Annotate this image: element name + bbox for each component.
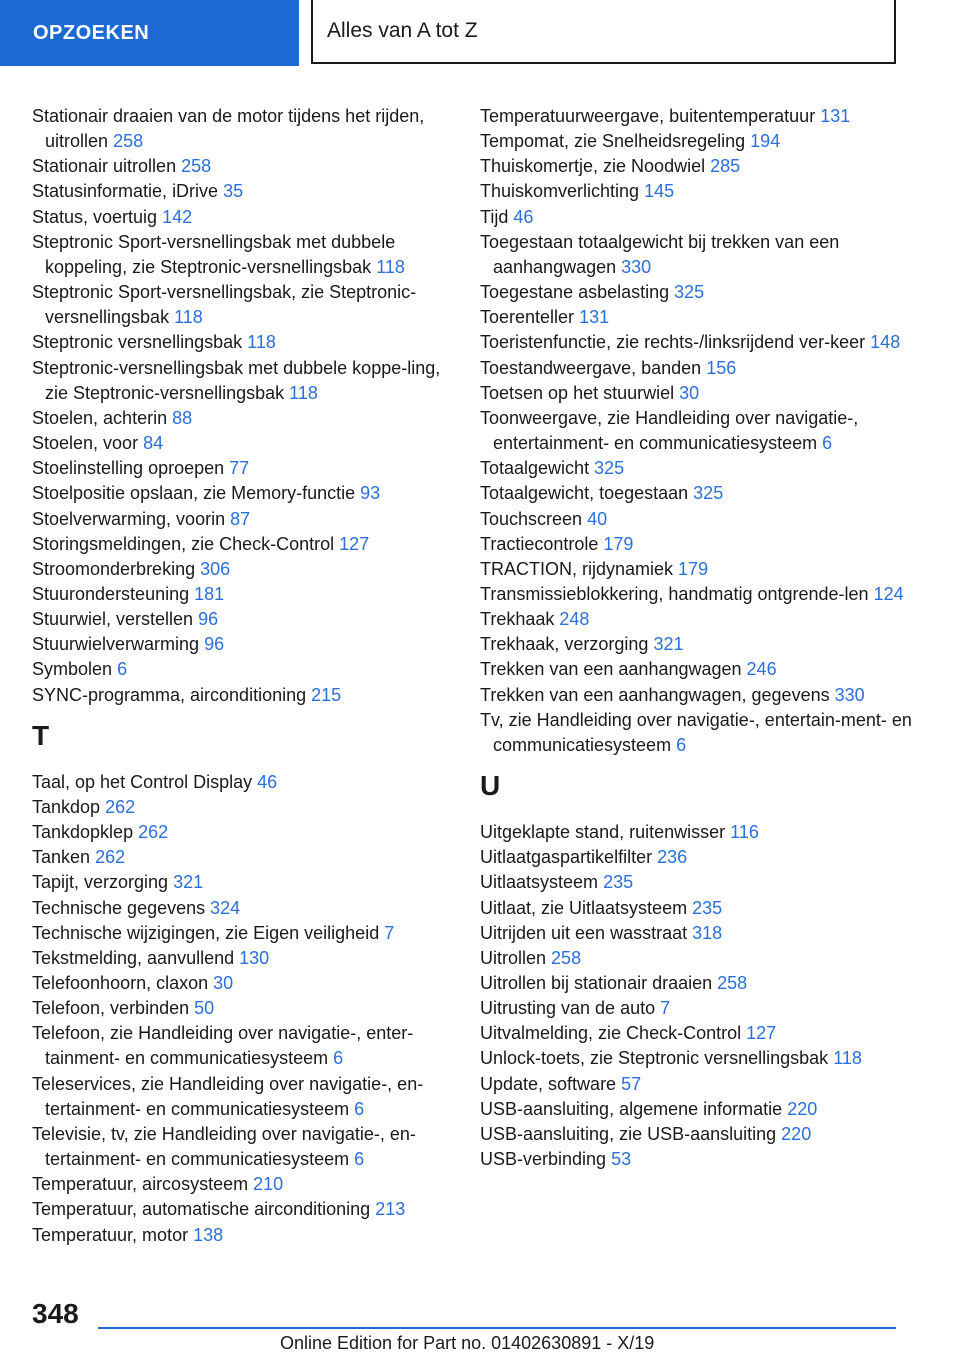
index-entry xyxy=(32,280,452,330)
index-entry-text: TRACTION, rijdynamiek xyxy=(480,558,674,579)
index-entry xyxy=(480,280,920,305)
index-entry-text: Tanken xyxy=(32,847,91,868)
index-entry xyxy=(480,205,920,230)
index-entry xyxy=(32,557,452,582)
index-entry-text: Totaalgewicht xyxy=(480,458,590,479)
index-entry-text: Storingsmeldingen, zie Check-Control xyxy=(32,533,335,554)
index-entry-text: Temperatuur, aircosysteem xyxy=(32,1174,249,1195)
page-link[interactable]: 93 xyxy=(360,483,381,504)
index-entry-text: Thuiskomertje, zie Noodwiel xyxy=(480,156,706,177)
index-entry xyxy=(32,896,452,921)
page-link[interactable]: 321 xyxy=(173,872,204,893)
index-entry-text: Steptronic Sport-versnellingsbak, zie Steptronic-versnellingsbak xyxy=(32,282,417,328)
page-link[interactable]: 131 xyxy=(820,106,851,126)
page-number: 348 xyxy=(32,1298,79,1329)
index-entry xyxy=(480,896,920,921)
page-link[interactable]: 30 xyxy=(679,382,700,403)
index-entry-text: Tapijt, verzorging xyxy=(32,872,169,893)
index-entry-text: Toonweergave, zie Handleiding over navigatie-, entertainment- en communicatiesysteem xyxy=(480,407,859,454)
page-link[interactable]: 213 xyxy=(375,1199,406,1220)
page-link[interactable]: 7 xyxy=(660,998,671,1019)
index-entry-text: Technische wijzigingen, zie Eigen veiligheid xyxy=(32,922,380,943)
index-entry xyxy=(32,946,452,971)
page-link[interactable]: 118 xyxy=(833,1048,862,1069)
index-entry xyxy=(32,154,452,179)
index-entry xyxy=(480,330,920,355)
index-entry xyxy=(480,1046,920,1071)
index-entry-text: Stoelverwarming, voorin xyxy=(32,508,226,529)
page-link[interactable]: 118 xyxy=(174,307,203,328)
index-entry xyxy=(480,657,920,682)
index-entry xyxy=(32,205,452,230)
index-entry xyxy=(32,230,452,280)
index-entry xyxy=(480,820,920,845)
index-entry-text: Uitrollen xyxy=(480,947,547,968)
index-entry xyxy=(32,532,452,557)
page-link[interactable]: 246 xyxy=(746,659,777,680)
index-entry-text: Uitrollen bij stationair draaien xyxy=(480,973,713,993)
index-entry-text: Symbolen xyxy=(32,659,113,680)
page-link[interactable]: 194 xyxy=(750,131,781,152)
index-entry xyxy=(480,1147,920,1172)
page-link[interactable]: 248 xyxy=(559,609,590,630)
footer-edition: Online Edition for Part no. 01402630891 - X/19 xyxy=(280,1333,655,1353)
index-entry-text: Tractiecontrole xyxy=(480,533,599,554)
page-link[interactable]: 130 xyxy=(239,947,270,968)
page-link[interactable]: 235 xyxy=(603,872,634,893)
page-link[interactable]: 118 xyxy=(376,256,405,277)
page-link[interactable]: 324 xyxy=(210,897,241,918)
index-entry-text: Stationair uitrollen xyxy=(32,156,177,177)
index-entry xyxy=(32,820,452,845)
index-entry-text: Technische gegevens xyxy=(32,897,206,918)
index-entry xyxy=(32,406,452,431)
index-entry xyxy=(480,507,920,532)
index-entry xyxy=(32,795,452,820)
index-entry xyxy=(32,104,452,154)
page-link[interactable]: 330 xyxy=(621,256,652,277)
index-entry xyxy=(480,996,920,1021)
index-entry xyxy=(480,632,920,657)
index-entry-text: Tempomat, zie Snelheidsregeling xyxy=(480,131,746,152)
index-entry-text: Steptronic versnellingsbak xyxy=(32,332,243,353)
index-entry xyxy=(480,921,920,946)
index-entry-text: Stoelpositie opslaan, zie Memory-functie xyxy=(32,483,356,504)
page-link[interactable]: 156 xyxy=(706,357,737,378)
page-link[interactable]: 7 xyxy=(384,922,395,943)
page-link[interactable]: 87 xyxy=(230,508,251,529)
page-link[interactable]: 258 xyxy=(551,947,582,968)
index-entry-text: Telefoon, verbinden xyxy=(32,998,190,1019)
page-link[interactable]: 215 xyxy=(311,684,342,705)
page-link[interactable]: 325 xyxy=(594,458,625,479)
index-entry-text: Tankdop xyxy=(32,796,101,817)
index-entry-text: Statusinformatie, iDrive xyxy=(32,181,219,202)
page-link[interactable]: 306 xyxy=(200,558,231,579)
index-entry xyxy=(32,1122,452,1172)
page-link[interactable]: 318 xyxy=(692,922,723,943)
section-tab[interactable]: OPZOEKEN xyxy=(0,0,299,66)
index-entry xyxy=(480,971,920,996)
index-entry xyxy=(32,921,452,946)
index-entry-text: Stroomonderbreking xyxy=(32,558,196,579)
index-entry-text: Stoelinstelling oproepen xyxy=(32,458,225,479)
index-entry xyxy=(32,431,452,456)
page-link[interactable]: 127 xyxy=(339,533,370,554)
index-entry xyxy=(32,481,452,506)
page-header xyxy=(0,0,960,66)
index-entry xyxy=(32,1223,452,1248)
index-entry xyxy=(480,532,920,557)
index-entry-text: Tankdopklep xyxy=(32,822,134,843)
page-link[interactable]: 96 xyxy=(204,634,225,655)
index-entry-text: Uitrijden uit een wasstraat xyxy=(480,922,688,943)
index-entry-text: Stationair draaien van de motor tijdens het rijden, uitrollen xyxy=(32,106,425,152)
page-link[interactable]: 210 xyxy=(253,1174,284,1195)
index-entry xyxy=(480,305,920,330)
page-link[interactable]: 258 xyxy=(181,156,212,177)
index-entry xyxy=(480,708,920,758)
index-entry-text: Trekken van een aanhangwagen xyxy=(480,659,742,680)
index-entry-text: Taal, op het Control Display xyxy=(32,771,253,792)
index-entry xyxy=(480,1097,920,1122)
chapter-title: Alles van A tot Z xyxy=(311,0,896,64)
index-entry xyxy=(32,1021,452,1071)
index-entry-text: Toegestaan totaalgewicht bij trekken van een aanhangwagen xyxy=(480,231,840,277)
page-link[interactable]: 131 xyxy=(579,307,610,328)
index-entry-text: Teleservices, zie Handleiding over navigatie-, en-tertainment- en communicatiesysteem xyxy=(32,1073,424,1119)
index-entry-text: Unlock-toets, zie Steptronic versnellingsbak xyxy=(480,1048,829,1069)
index-entry xyxy=(480,104,920,129)
index-entry-text: Toestandweergave, banden xyxy=(480,357,702,378)
page-link[interactable]: 258 xyxy=(717,973,748,993)
page-link[interactable]: 179 xyxy=(678,558,709,579)
page-link[interactable]: 138 xyxy=(193,1224,224,1245)
index-entry xyxy=(480,456,920,481)
index-entry-text: USB-aansluiting, algemene informatie xyxy=(480,1098,783,1119)
index-entry-text: Toerenteller xyxy=(480,307,575,328)
index-entry xyxy=(32,456,452,481)
index-entry-text: Uitlaatsysteem xyxy=(480,872,599,893)
page-link[interactable]: 179 xyxy=(603,533,634,554)
page-link[interactable]: 325 xyxy=(674,282,705,303)
index-entry-text: Temperatuurweergave, buitentemperatuur xyxy=(480,106,816,126)
index-entry-text: SYNC-programma, airconditioning xyxy=(32,684,307,705)
page-link[interactable]: 124 xyxy=(873,583,904,604)
index-entry xyxy=(480,129,920,154)
page-link[interactable]: 30 xyxy=(213,973,234,993)
page-link[interactable]: 53 xyxy=(611,1149,632,1170)
page-link[interactable]: 236 xyxy=(657,847,688,868)
index-entry xyxy=(480,946,920,971)
page-link[interactable]: 6 xyxy=(676,734,687,755)
page-link[interactable]: 46 xyxy=(513,206,534,227)
index-entry xyxy=(480,230,920,280)
page-link[interactable]: 57 xyxy=(621,1073,642,1094)
page-link[interactable]: 6 xyxy=(822,433,833,454)
index-column-right xyxy=(480,104,920,1172)
index-entry xyxy=(480,356,920,381)
index-entry-text: Uitlaatgaspartikelfilter xyxy=(480,847,653,868)
index-entry xyxy=(480,154,920,179)
index-entry-text: Televisie, tv, zie Handleiding over navigatie-, en-tertainment- en communicatiesysteem xyxy=(32,1123,416,1170)
index-entry-text: Stuurondersteuning xyxy=(32,583,190,604)
index-entry-text: Update, software xyxy=(480,1073,617,1094)
index-entry xyxy=(32,330,452,355)
page-link[interactable]: 84 xyxy=(143,433,164,454)
index-entry-text: Status, voertuig xyxy=(32,206,158,227)
page-link[interactable]: 258 xyxy=(113,131,144,152)
index-entry-text: Temperatuur, automatische airconditioning xyxy=(32,1199,371,1220)
index-entry-text: Toetsen op het stuurwiel xyxy=(480,382,675,403)
index-entry xyxy=(32,507,452,532)
page-link[interactable]: 6 xyxy=(117,659,128,680)
page-link[interactable]: 118 xyxy=(289,382,318,403)
page-link[interactable]: 88 xyxy=(172,407,193,428)
page-link[interactable]: 330 xyxy=(834,684,865,705)
index-entry-text: Temperatuur, motor xyxy=(32,1224,189,1245)
index-entry xyxy=(480,1021,920,1046)
page-link[interactable]: 46 xyxy=(257,771,278,792)
index-entry-text: Uitlaat, zie Uitlaatsysteem xyxy=(480,897,688,918)
index-entry-text: Touchscreen xyxy=(480,508,583,529)
index-entry-text: Steptronic Sport-versnellingsbak met dubbele koppeling, zie Steptronic-versnellingsbak xyxy=(32,231,396,277)
index-entry-text: Tijd xyxy=(480,206,509,227)
index-entry-text: USB-aansluiting, zie USB-aansluiting xyxy=(480,1123,777,1144)
index-entry xyxy=(32,845,452,870)
index-entry-text: Stoelen, voor xyxy=(32,433,139,454)
index-entry xyxy=(32,683,452,708)
index-entry-text: Steptronic-versnellingsbak met dubbele koppe-ling, zie Steptronic-versnellingsbak xyxy=(32,357,441,403)
index-entry xyxy=(480,870,920,895)
index-letter-heading: T xyxy=(32,719,50,751)
index-entry xyxy=(480,179,920,204)
index-column-left xyxy=(32,104,452,1248)
index-entry-text: Stuurwielverwarming xyxy=(32,634,200,655)
page-link[interactable]: 35 xyxy=(223,181,244,202)
page-link[interactable]: 77 xyxy=(229,458,250,479)
index-entry-text: Uitrusting van de auto xyxy=(480,998,656,1019)
page-link[interactable]: 6 xyxy=(333,1048,344,1069)
page-link[interactable]: 220 xyxy=(787,1098,818,1119)
index-entry-text: Uitgeklapte stand, ruitenwisser xyxy=(480,822,726,843)
page-link[interactable]: 325 xyxy=(693,483,724,504)
footer-divider xyxy=(98,1327,896,1329)
page-link[interactable]: 321 xyxy=(653,634,684,655)
page-link[interactable]: 127 xyxy=(746,1023,777,1044)
index-entry xyxy=(480,607,920,632)
index-entry-text: Trekken van een aanhangwagen, gegevens xyxy=(480,684,830,705)
page-link[interactable]: 6 xyxy=(354,1098,365,1119)
index-entry-text: Telefoon, zie Handleiding over navigatie-, enter-tainment- en communicatiesysteem xyxy=(32,1023,414,1069)
page-link[interactable]: 118 xyxy=(247,332,276,353)
index-letter-heading: U xyxy=(480,770,501,802)
index-entry-text: Trekhaak, verzorging xyxy=(480,634,649,655)
index-entry xyxy=(480,481,920,506)
index-entry xyxy=(32,996,452,1021)
page-link[interactable]: 145 xyxy=(644,181,675,202)
page-link[interactable]: 40 xyxy=(587,508,608,529)
index-entry-text: Tekstmelding, aanvullend xyxy=(32,947,235,968)
index-entry-text: Thuiskomverlichting xyxy=(480,181,640,202)
index-entry-text: Transmissieblokkering, handmatig ontgrende-len xyxy=(480,583,869,604)
index-entry xyxy=(32,870,452,895)
index-entry xyxy=(32,356,452,406)
page-link[interactable]: 148 xyxy=(870,332,901,353)
page-link[interactable]: 262 xyxy=(105,796,136,817)
page-link[interactable]: 285 xyxy=(710,156,741,177)
page-link[interactable]: 6 xyxy=(354,1149,365,1170)
index-entry xyxy=(480,557,920,582)
index-entry xyxy=(32,770,452,795)
page-link[interactable]: 262 xyxy=(138,822,169,843)
index-entry-text: Tv, zie Handleiding over navigatie-, entertain-ment- en communicatiesysteem xyxy=(480,709,912,755)
index-entry xyxy=(32,657,452,682)
index-entry xyxy=(32,1072,452,1122)
page-link[interactable]: 262 xyxy=(95,847,126,868)
index-entry-text: Uitvalmelding, zie Check-Control xyxy=(480,1023,742,1044)
index-entry xyxy=(480,1122,920,1147)
index-entry xyxy=(480,1072,920,1097)
page-link[interactable]: 142 xyxy=(162,206,193,227)
index-entry xyxy=(480,582,920,607)
index-entry xyxy=(32,632,452,657)
index-entry-text: Stoelen, achterin xyxy=(32,407,168,428)
index-entry xyxy=(32,971,452,996)
index-entry-text: Toeristenfunctie, zie rechts-/linksrijdend ver-keer xyxy=(480,332,866,353)
index-entry-text: Totaalgewicht, toegestaan xyxy=(480,483,689,504)
index-entry-text: Trekhaak xyxy=(480,609,555,630)
index-entry xyxy=(32,607,452,632)
page-link[interactable]: 235 xyxy=(692,897,723,918)
page-link[interactable]: 181 xyxy=(194,583,225,604)
index-entry-text: Telefoonhoorn, claxon xyxy=(32,973,209,993)
index-entry xyxy=(32,582,452,607)
index-entry xyxy=(32,1197,452,1222)
index-entry-text: Stuurwiel, verstellen xyxy=(32,609,194,630)
index-entry-text: USB-verbinding xyxy=(480,1149,607,1170)
index-entry xyxy=(32,1172,452,1197)
page-link[interactable]: 50 xyxy=(194,998,215,1019)
page-link[interactable]: 116 xyxy=(730,822,759,843)
index-entry xyxy=(480,381,920,406)
index-entry xyxy=(32,179,452,204)
index-entry xyxy=(480,683,920,708)
index-entry xyxy=(480,845,920,870)
index-entry-text: Toegestane asbelasting xyxy=(480,282,670,303)
page-link[interactable]: 96 xyxy=(198,609,219,630)
index-entry xyxy=(480,406,920,456)
page-link[interactable]: 220 xyxy=(781,1123,812,1144)
